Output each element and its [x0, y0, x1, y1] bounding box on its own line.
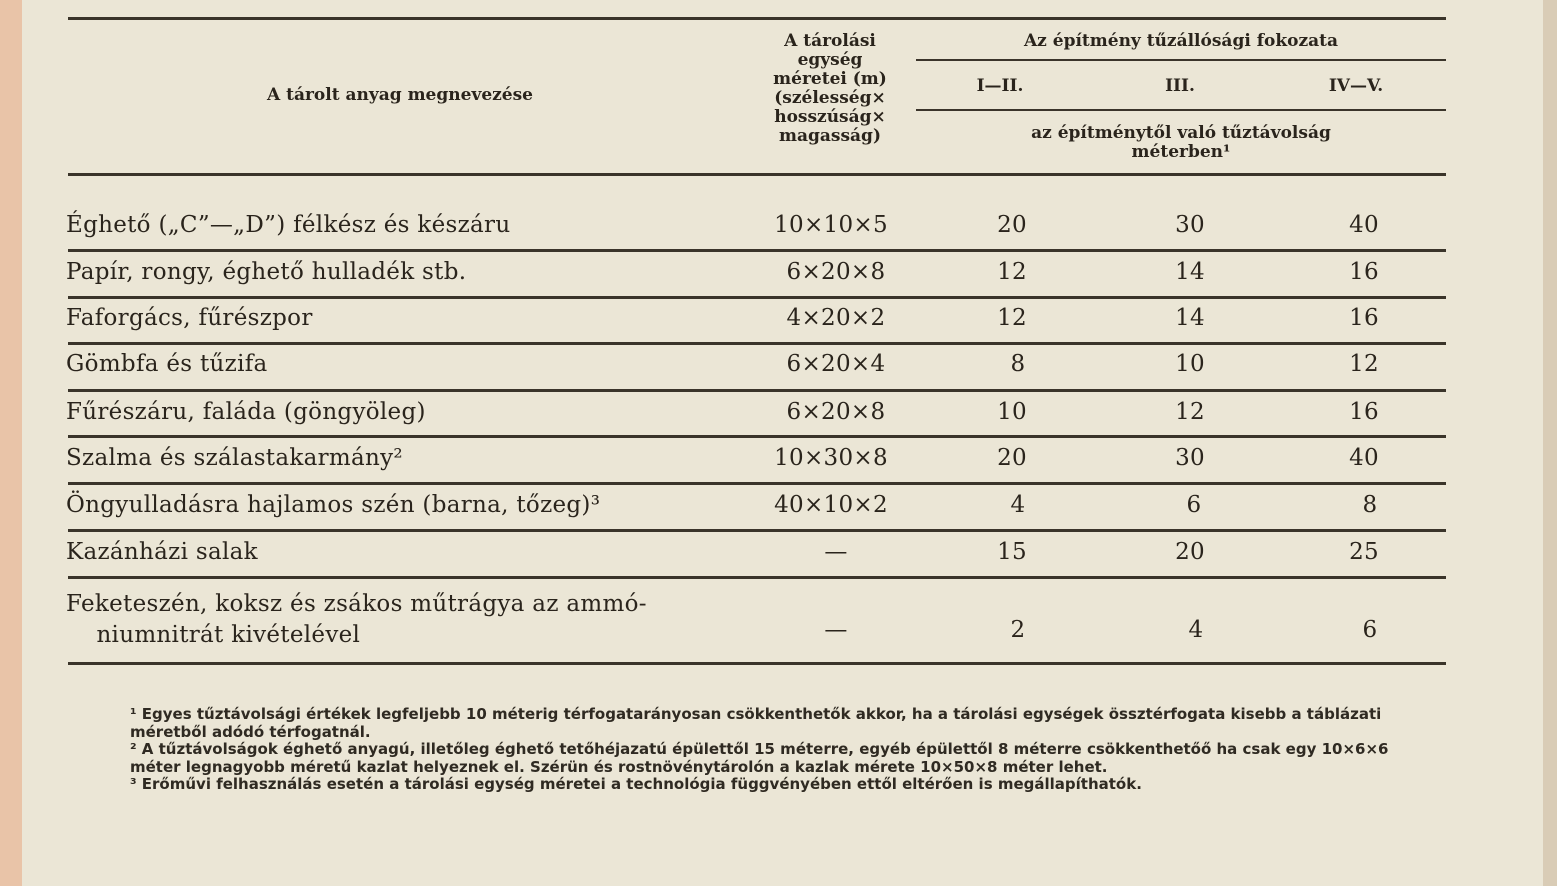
row-size: —	[824, 539, 848, 565]
row-grade-1-value: 10	[997, 399, 1027, 425]
header-grade-3: IV—V.	[1328, 76, 1384, 96]
row-grade-1-value: 8	[1010, 351, 1026, 377]
header-unit-size: A tárolási egység méretei (m) (szélesség× hosszúság× magasság)	[773, 31, 887, 146]
header-grade-2: III.	[1165, 76, 1195, 96]
row-rule	[68, 296, 1446, 299]
row-grade-2-value: 4	[1188, 617, 1204, 643]
row-name: Feketeszén, koksz és zsákos műtrágya az ammó- niumnitrát kivételével	[66, 591, 647, 648]
row-rule	[68, 576, 1446, 579]
row-grade-1-value: 15	[997, 539, 1027, 565]
row-grade-3-value: 8	[1362, 492, 1378, 518]
row-grade-2-value: 14	[1175, 259, 1205, 285]
row-grade-3-value: 12	[1349, 351, 1379, 377]
row-grade-2-value: 20	[1175, 539, 1205, 565]
row-grade-1-value: 20	[997, 212, 1027, 238]
row-grade-2-value: 30	[1175, 445, 1205, 471]
row-grade-2-value: 30	[1175, 212, 1205, 238]
header-distance: az építménytől való tűztávolság méterben¹	[1031, 123, 1331, 162]
row-name: Kazánházi salak	[66, 539, 258, 565]
row-grade-2-value: 12	[1175, 399, 1205, 425]
row-grade-2-value: 14	[1175, 305, 1205, 331]
row-size: 6×20×4	[786, 351, 886, 377]
row-name: Papír, rongy, éghető hulladék stb.	[66, 259, 467, 285]
row-size: 10×10×5	[774, 212, 888, 238]
row-name: Faforgács, fűrészpor	[66, 305, 313, 331]
footnote-2: ² A tűztávolságok éghető anyagú, illetőleg éghető tetőhéjazatú épülettől 15 méterre, egyéb épülettől 8 méterre csökkenthetőő ha csak egy 10×6×6 méter legnagyobb méretű kazlat helyeznek el. Szérün és rostnövénytárolón a kazlak mérete 10×50×8 méter lehet.	[130, 740, 1389, 776]
row-rule	[68, 342, 1446, 345]
header-bottom-rule	[68, 173, 1446, 176]
table-top-rule	[68, 17, 1446, 20]
row-grade-1-value: 2	[1010, 617, 1026, 643]
row-rule	[68, 435, 1446, 438]
row-grade-3-value: 6	[1362, 617, 1378, 643]
footnotes	[60, 706, 1405, 794]
row-grade-2-value: 6	[1186, 492, 1202, 518]
row-rule	[68, 482, 1446, 485]
row-name: Szalma és szálastakarmány²	[66, 445, 403, 471]
row-name: Gömbfa és tűzifa	[66, 351, 268, 377]
row-rule	[68, 529, 1446, 532]
row-grade-3-value: 40	[1349, 212, 1379, 238]
row-name: Fűrészáru, faláda (göngyöleg)	[66, 399, 426, 425]
row-size: —	[824, 617, 848, 643]
footnote-3: ³ Erőművi felhasználás esetén a tárolási egység méretei a technológia függvényében ettől eltérően is megállapíthatók.	[130, 775, 1142, 793]
header-fire-grade-group: Az építmény tűzállósági fokozata	[1023, 31, 1339, 51]
page-edge-left	[0, 0, 22, 886]
row-size: 4×20×2	[786, 305, 886, 331]
row-name: Éghető („C”—„D”) félkész és készáru	[66, 212, 511, 238]
row-grade-3-value: 16	[1349, 305, 1379, 331]
row-grade-1-value: 12	[997, 259, 1027, 285]
table-bottom-rule	[68, 662, 1446, 665]
header-grade-1: I—II.	[976, 76, 1024, 96]
grade-group-rule	[916, 59, 1446, 61]
row-grade-1-value: 4	[1010, 492, 1026, 518]
row-rule	[68, 249, 1446, 252]
row-rule	[68, 389, 1446, 392]
row-grade-2-value: 10	[1175, 351, 1205, 377]
row-grade-3-value: 16	[1349, 259, 1379, 285]
row-grade-1-value: 12	[997, 305, 1027, 331]
row-grade-3-value: 40	[1349, 445, 1379, 471]
row-grade-3-value: 25	[1349, 539, 1379, 565]
header-material-name: A tárolt anyag megnevezése	[267, 85, 533, 105]
row-grade-1-value: 20	[997, 445, 1027, 471]
row-size: 40×10×2	[774, 492, 888, 518]
row-name: Öngyulladásra hajlamos szén (barna, tőzeg)³	[66, 492, 601, 518]
footnote-1: ¹ Egyes tűztávolsági értékek legfeljebb 10 méterig térfogatarányosan csökkenthetők akkor, ha a tárolási egységek össztérfogata kisebb a táblázati méretből adódó térfogatnál.	[130, 705, 1382, 741]
row-size: 6×20×8	[786, 399, 886, 425]
grade-row-rule	[916, 109, 1446, 111]
page-edge-right	[1543, 0, 1557, 886]
row-grade-3-value: 16	[1349, 399, 1379, 425]
row-size: 6×20×8	[786, 259, 886, 285]
row-size: 10×30×8	[774, 445, 888, 471]
